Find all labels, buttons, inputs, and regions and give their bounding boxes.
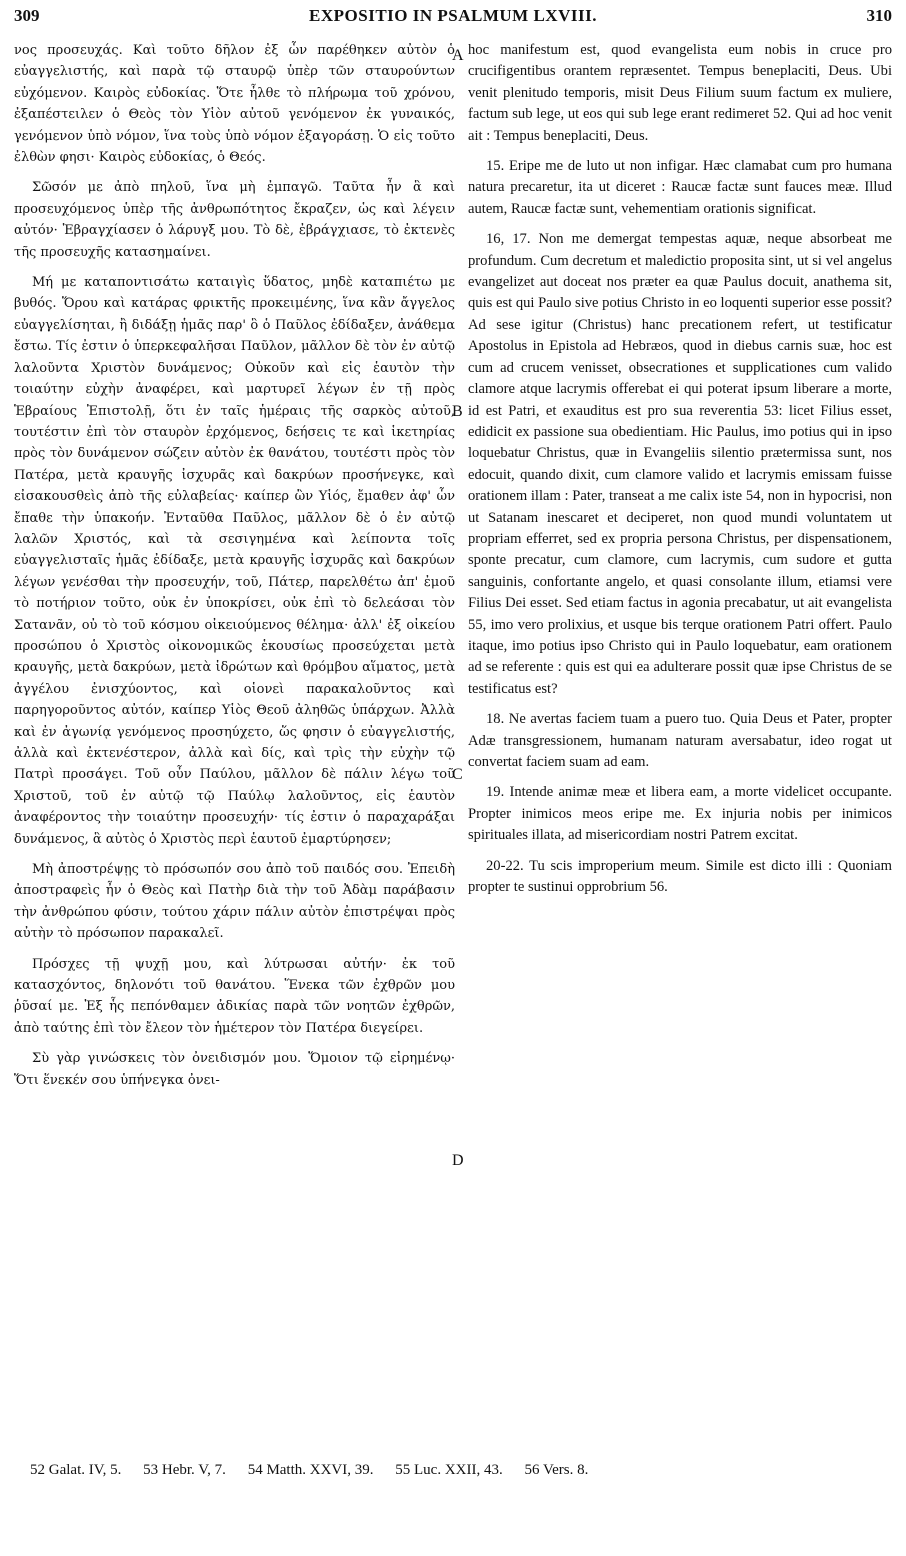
latin-paragraph: 19. Intende animæ meæ et libera eam, a morte videlicet occupante. Propter inimicos meos eripe me. Ex injuria nobis per inimicos spirituales illata, ad misericordiam nostri Patrem excitat. [468, 784, 892, 844]
greek-paragraph: Μὴ ἀποστρέψῃς τὸ πρόσωπόν σου ἀπὸ τοῦ παιδός σου. Ἐπειδὴ ἀποστραφεὶς ἦν ὁ Θεὸς καὶ Πατὴρ διὰ τὴν τοῦ Ἀδὰμ παράβασιν τὴν ἀνθρώπου φύσιν, τούτου χάριν πάλιν αὐτὸν ἐπιστρέψαι πρὸς αὐτὴν τὸ πρόσωπον παρακαλεῖ. [14, 862, 455, 942]
footnote: 54 Matth. XXVI, 39. [247, 1462, 374, 1478]
running-title: EXPOSITIO IN PSALMUM LXVIII. [309, 6, 597, 25]
greek-paragraph: νος προσευχάς. Καὶ τοῦτο δῆλον ἐξ ὧν παρέθηκεν αὐτὸν ὁ εὐαγγελιστής, καὶ παρὰ τῷ σταυρῷ ὑπὲρ τῶν σταυρούντων εὐχόμενον. Καιρὸς εὐδοκίας. Ὅτε ἦλθε τὸ πλήρωμα τοῦ χρόνου, ἐξαπέστειλεν ὁ Θεὸς τὸν Υἱὸν αὐτοῦ γενόμενον ἐκ γυναικός, γενόμενον ὑπὸ νόμον, ἵνα τοὺς ὑπὸ νόμον ἐξαγοράσῃ. Ὁ εἰς τοῦτο ἐλθὼν φησι· Καιρὸς εὐδοκίας, ὁ Θεός. [14, 43, 455, 166]
footnote: 55 Luc. XXII, 43. [395, 1462, 503, 1478]
latin-paragraph: 15. Eripe me de luto ut non infigar. Hæc clamabat cum pro humana natura precaretur, ita ut diceret : Raucæ factæ sunt fauces meæ. Illud autem, Raucæ factæ sunt, vehementiam orationis significat. [468, 158, 892, 217]
footnotes [30, 1462, 892, 1479]
greek-paragraph: Σῶσόν με ἀπὸ πηλοῦ, ἵνα μὴ ἐμπαγῶ. Ταῦτα ἦν ἃ καὶ προσευχόμενος ὑπὲρ τῆς ἀνθρωπότητος ἔκραζεν, ὡς καὶ λέγειν αὐτόν· Ἐβραγχίασεν ὁ λάρυγξ μου. Τὸ δὲ, ἐβράγχιασε, τὸ ἐκτενὲς τῆς προσευχῆς κατασημαίνει. [14, 180, 455, 260]
latin-paragraph: 18. Ne avertas faciem tuam a puero tuo. Quia Deus et Pater, propter Adæ transgressionem, humanam naturam aversabatur, ideo rogat ut convertat faciem suam ad eam. [468, 711, 892, 770]
latin-paragraph: hoc manifestum est, quod evangelista eum nobis in cruce pro crucifigentibus orantem repræsentet. Tempus beneplaciti, Deus. Ubi venit plenitudo temporis, misit Deus Filium suum factum ex muliere, factum sub lege, ut eos qui sub lege erant redimeret 52. Qui ad hoc venit ait : Tempus beneplaciti, Deus. [468, 42, 892, 144]
latin-paragraph: 16, 17. Non me demergat tempestas aquæ, neque absorbeat me profundum. Cum decretum et maledictio proposita sint, ut si vel angelus evangelizet aut doceat nos præter ea quæ Paulus docuit, anathema sit, quis est qui Paulo sive potius Christo in eo loquenti superior esse possit? Ad sese igitur (Christus) hanc precationem refert, ut testificatur Apostolus in Epistola ad Hebræos, quod in diebus carnis suæ, hoc est cum ad crucem venisset, obsecrationes et supplicationes cum valido clamore atque lacrymis offerebat ei qui poterat ipsum liberare a morte, id est Patri, et exauditus est pro sua reverentia 53: licet Filius esset, edidicit ex passione sua obedientiam. Hic Paulus, imo potius qui in ipso loquebatur Christus, quæ in Evangeliis silentio prætermissa sunt, nos edocuit, quando dixit, cum clamore valido et lacrymis emissam fuisse orationem illam : Pater, transeat a me calix iste 54, non in hypocrisi, non ut Satanam inescaret et deciperet, non quod mundi voluntatem ut propriam efferret, sed ex propria persona Christus, per dispensationem, sponte precatur, cum clamore, cum lacrymis, cum sudore et gutta sanguinis, confortante angelo, et quasi consolante illum, etiamsi vere Filius Dei esset. Sed etiam factus in agonia precabatur, ut ait evangelista 55, imo vero prolixius, et usque bis terque orationem Patri offert. Paulo itaque, imo potius ipso Christo qui in Paulo loquebatur, eam orationem ad se referente : quis est qui ea adulterare possit quæ ipse Christus de se testificatus est? [468, 231, 893, 697]
greek-paragraph: Σὺ γὰρ γινώσκεις τὸν ὀνειδισμόν μου. Ὅμοιον τῷ εἰρημένῳ· Ὅτι ἕνεκέν σου ὑπήνεγκα ὀνει- [14, 1051, 455, 1088]
latin-paragraph: 20-22. Tu scis improperium meum. Simile est dicto illi : Quoniam propter te sustinui opprobrium 56. [468, 857, 892, 896]
margin-marker-b: B [452, 403, 463, 420]
footnote: 56 Vers. 8. [524, 1462, 589, 1478]
latin-column [468, 40, 892, 907]
margin-marker-d: D [452, 1152, 464, 1169]
margin-marker-a: A [452, 47, 464, 64]
page-number-left: 309 [14, 6, 40, 25]
footnote: 52 Galat. IV, 5. [30, 1462, 122, 1478]
footnote: 53 Hebr. V, 7. [143, 1462, 226, 1478]
greek-column [14, 40, 455, 1100]
page-number-right: 310 [866, 6, 892, 25]
running-header [14, 6, 892, 32]
margin-marker-c: C [452, 766, 463, 783]
greek-paragraph: Πρόσχες τῇ ψυχῇ μου, καὶ λύτρωσαι αὐτήν· ἐκ τοῦ κατασχόντος, δηλονότι τοῦ θανάτου. Ἕνεκα τῶν ἐχθρῶν μου ῥῦσαί με. Ἐξ ἧς πεπόνθαμεν ἀδικίας παρὰ τῶν νοητῶν ἐχθρῶν, ἀπὸ ταύτης ἐπὶ τὸν ἔλεον τὸν ἡμέτερον τὸν Πατέρα διεγείρει. [14, 956, 455, 1036]
greek-paragraph: Μή με καταποντισάτω καταιγὶς ὕδατος, μηδὲ καταπιέτω με βυθός. Ὅρου καὶ κατάρας φρικτῆς προκειμένης, ἵνα κἂν ἄγγελος εὐαγγελίσηται, ἢ διδάξῃ ἡμᾶς παρ' ὃ ὁ Παῦλος ἐδίδαξεν, ἀνάθεμα ἔστω. Τίς ἐστιν ὁ ὑπερκεφαλῆσαι Παῦλον, μᾶλλον δὲ τὸν ἐν αὐτῷ λαλοῦντα Χριστὸν δυνάμενος; Οὐκοῦν καὶ εἰς ἑαυτὸν τὴν τοιαύτην εὐχὴν ἀναφέρει, καὶ μαρτυρεῖ λέγων ἐν τῇ πρὸς Ἑβραίους Ἐπιστολῇ, ὅτι ἐν ταῖς ἡμέραις τῆς σαρκὸς αὐτοῦ, τουτέστιν ἐπὶ τὸν σταυρὸν ἐρχόμενος, δεήσεις τε καὶ ἱκετηρίας πρὸς τὸν δυνάμενον σώζειν αὐτὸν ἐκ θανάτου, τουτέστι πρὸς τὸν Πατέρα, μετὰ κραυγῆς ἰσχυρᾶς καὶ δακρύων προσήνεγκε, καὶ εἰσακουσθεὶς ἀπὸ τῆς εὐλαβείας· καίπερ ὢν Υἱός, ἔμαθεν ἀφ' ὧν ἔπαθε τὴν ὑπακοήν. Ἐνταῦθα Παῦλος, μᾶλλον δὲ ὁ ἐν αὐτῷ λαλῶν Χριστός, καὶ τὰ σεσιγημένα καὶ λείποντα τοῖς εὐαγγελισταῖς ἡμᾶς ἐδίδαξε, μετὰ κραυγῆς ἰσχυρᾶς καὶ δακρύων λέγων γενέσθαι τὴν προσευχήν, τοῦ, Πάτερ, παρελθέτω ἀπ' ἐμοῦ τὸ ποτήριον τοῦτο, οὐκ ἐν ὑποκρίσει, οὐκ ἐπὶ τὸ δελεάσαι τὸν Σατανᾶν, οὐ τὸ τοῦ κόσμου οἰκειούμενος θέλημα· ἀλλ' ἐξ οἰκείου προσώπου ὁ Χριστὸς οἰκονομικῶς ἑκουσίως προσεύχεται μετὰ κραυγῆς, μετὰ δακρύων, μετὰ ἱδρώτων καὶ θρόμβου αἵματος, μετὰ ἀγγέλου ἐνισχύοντος, καὶ οἱονεὶ παρακαλοῦντος καὶ παρηγοροῦντος αὐτόν, καίπερ Υἱὸς Θεοῦ ἀληθῶς ὑπάρχων. Ἀλλὰ καὶ ἐν ἀγωνίᾳ γενόμενος προσηύχετο, ὥς φησιν ὁ εὐαγγελιστής, ἀλλὰ καὶ ἐκτενέστερον, ἀλλὰ καὶ δίς, καὶ τρὶς τὴν εὐχὴν τῷ Πατρὶ προσάγει. Τοῦ οὖν Παύλου, μᾶλλον δὲ πάλιν λέγω τοῦ Χριστοῦ, τοῦ ἐν αὐτῷ τῷ Παύλῳ λαλοῦντος, εἰς ἑαυτὸν ἀναφέροντος τὴν τοιαύτην προσευχήν· τίς ἐστιν ὁ παραχαράξαι δυνάμενος, ἃ αὐτὸς ὁ Χριστὸς περὶ ἑαυτοῦ ἐμαρτύρησεν; [14, 275, 455, 847]
